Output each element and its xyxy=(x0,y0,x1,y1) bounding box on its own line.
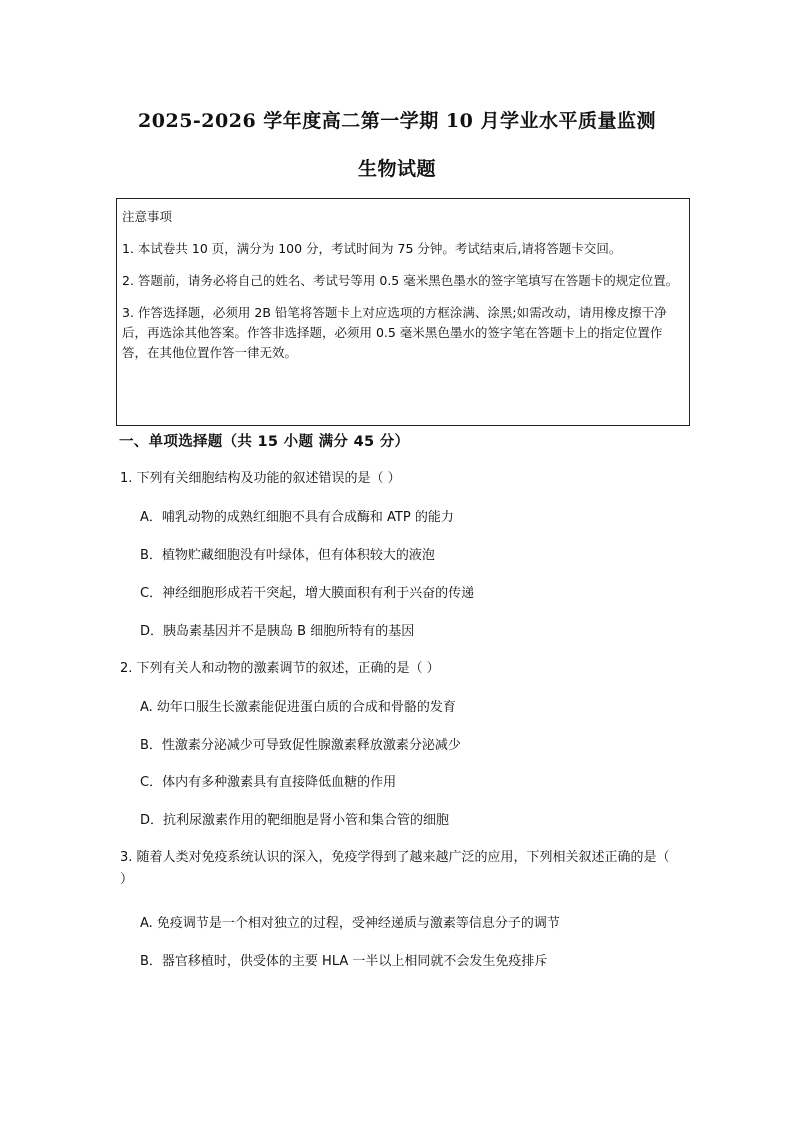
notice-item-3: 3. 作答选择题，必须用 2B 铅笔将答题卡上对应选项的方框涂满、涂黑;如需改动，请用橡皮擦干净后，再选涂其他答案。作答非选择题，必须用 0.5 毫米黑色墨水的签字笔在答题卡上的指定位置作答，在其他位置作答一律无效。 xyxy=(122,305,667,360)
question-2-option-c: C．体内有多种激素具有直接降低血糖的作用 xyxy=(140,775,397,790)
question-2-option-d: D．抗利尿激素作用的靶细胞是肾小管和集合管的细胞 xyxy=(140,813,450,828)
notice-heading: 注意事项 xyxy=(122,209,173,224)
question-3-option-a: A. 免疫调节是一个相对独立的过程，受神经递质与激素等信息分子的调节 xyxy=(140,916,560,931)
notice-item-1: 1. 本试卷共 10 页，满分为 100 分，考试时间为 75 分钟。考试结束后,请将答题卡交回。 xyxy=(122,241,622,256)
question-3-option-b: B．器官移植时，供受体的主要 HLA 一半以上相同就不会发生免疫排斥 xyxy=(140,954,548,969)
question-2-stem: 2. 下列有关人和动物的激素调节的叙述，正确的是（ ） xyxy=(120,661,440,676)
question-1-option-d: D．胰岛素基因并不是胰岛 B 细胞所特有的基因 xyxy=(140,624,415,639)
question-2-option-b: B．性激素分泌减少可导致促性腺激素释放激素分泌减少 xyxy=(140,738,461,753)
notice-item-2: 2. 答题前，请务必将自己的姓名、考试号等用 0.5 毫米黑色墨水的签字笔填写在答题卡的规定位置。 xyxy=(122,273,679,288)
question-1-option-a: A．哺乳动物的成熟红细胞不具有合成酶和 ATP 的能力 xyxy=(140,510,454,525)
question-2-option-a: A. 幼年口服生长激素能促进蛋白质的合成和骨骼的发育 xyxy=(140,700,456,715)
question-1-option-c: C．神经细胞形成若干突起，增大膜面积有利于兴奋的传递 xyxy=(140,586,475,601)
question-3-stem: 3. 随着人类对免疫系统认识的深入，免疫学得到了越来越广泛的应用，下列相关叙述正确的是（ ） xyxy=(120,850,670,887)
question-1-option-b: B．植物贮藏细胞没有叶绿体，但有体积较大的液泡 xyxy=(140,548,435,563)
notice-box xyxy=(116,198,690,426)
question-1-stem: 1. 下列有关细胞结构及功能的叙述错误的是（ ） xyxy=(120,471,401,486)
exam-subtitle: 生物试题 xyxy=(357,158,436,180)
section-heading: 一、单项选择题（共 15 小题 满分 45 分） xyxy=(119,434,410,450)
exam-title: 2025-2026 学年度高二第一学期 10 月学业水平质量监测 xyxy=(138,110,656,132)
